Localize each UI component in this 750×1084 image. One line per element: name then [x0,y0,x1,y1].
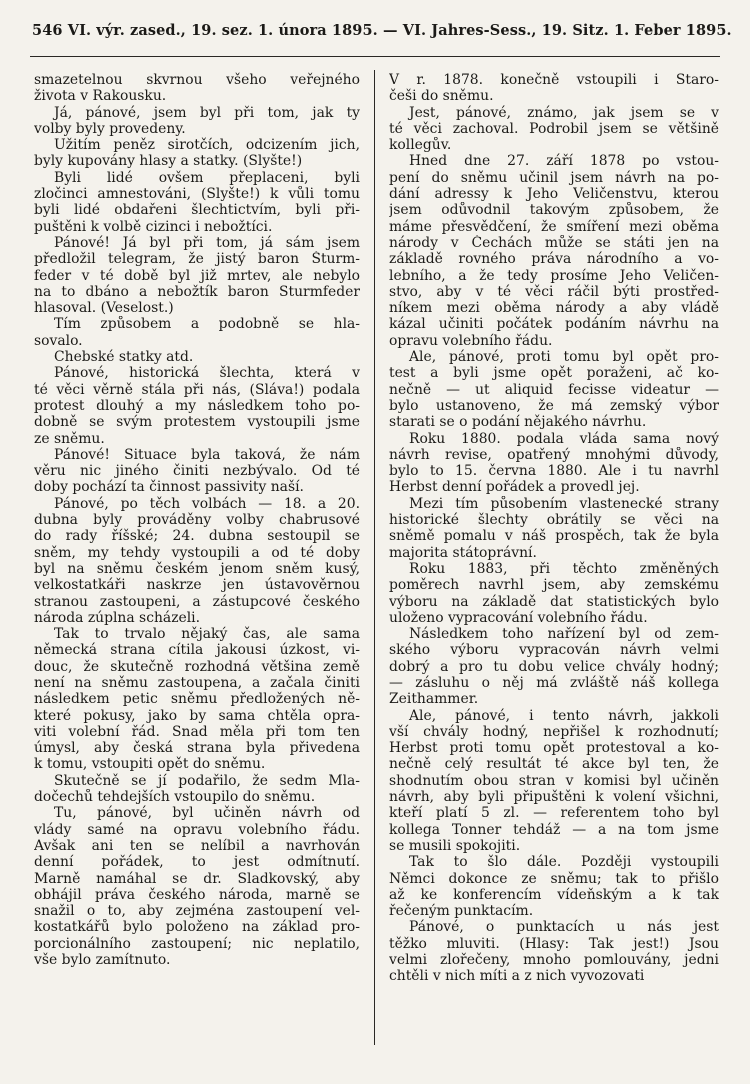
text-line: návrh revise, opatřený mnohými důvody, [389,446,719,463]
text-line: vlády samé na opravu volebního řádu. [34,821,360,838]
text-line: Pánové, historická šlechta, která v [54,365,360,382]
running-head: 546 VI. výr. zased., 19. sez. 1. února 1895. — VI. Jahres-Sess., 19. Sitz. 1. Feber 1895. [32,22,732,39]
text-line: poměrech navrhl jsem, aby zemskému [389,577,719,594]
text-line: kteří platí 5 zl. — referentem toho byl [389,805,719,822]
paragraph [34,365,360,446]
text-line: protest dlouhý a my následkem toho po- [34,397,360,414]
text-line: volby byly provedeny. [34,120,186,137]
text-line: Užitím peněz sirotčích, odcizením jich, [54,137,360,154]
text-line: řečeným punktacím. [389,903,534,920]
text-line: stvo, aby v té věci ráčil býti prostřed- [389,283,719,300]
text-line: Mezi tím působením vlastenecké strany [409,495,719,512]
paragraph [389,105,719,154]
text-line: kostatkářů bylo položeno na základ pro- [34,919,360,936]
left-column [34,72,360,968]
text-line: té věci zachoval. Podrobil jsem se většině [389,120,719,137]
text-line: Herbst denní pořádek a provedl jej. [389,479,640,496]
paragraph [389,349,719,430]
text-line: Ale, pánové, proti tomu byl opět pro- [409,349,719,366]
text-line: Byli lidé ovšem přeplaceni, byli [54,169,360,186]
column-divider [374,70,375,1045]
text-line: sovalo. [34,332,83,349]
text-line: předložil telegram, že jistý baron Šturm- [34,251,360,268]
text-line: Tak to šlo dále. Později vystoupili [409,854,719,871]
text-line: ze sněmu. [34,430,105,447]
paragraph [34,773,360,806]
text-line: které pokusy, jako by sama chtěla opra- [34,707,360,724]
text-line: ského výboru vypracován návrh velmi [389,642,719,659]
text-line: porcionálního zastoupení; nic neplatilo, [34,935,360,952]
text-line: starati se o podání nějakého návrhu. [389,414,647,431]
paragraph [34,349,360,365]
text-line: do rady říšské; 24. dubna sestoupil se [34,528,360,545]
paragraph [34,170,360,235]
paragraph [389,72,719,105]
text-line: kollega Tonner tehdáž — a na tom jsme [389,821,719,838]
text-line: Němci dokonce ze sněmu; tak to přišlo [389,870,719,887]
paragraph [34,496,360,626]
text-line: V r. 1878. konečně vstoupili i Staro- [389,72,719,88]
text-line: máme přesvědčení, že smíření mezi oběma [389,218,719,235]
text-line: obhájil práva českého národa, marně se [34,886,360,903]
text-line: velmi zlořečeny, mnoho pomlouvány, jedni [389,952,719,969]
paragraph [34,626,360,773]
paragraph [34,447,360,496]
text-line: Chebské statky atd. [54,349,194,366]
text-line: Tak to trvalo nějaký čas, ale sama [54,626,360,643]
text-line: na to dbáno a nebožtík baron Sturmfeder [34,283,360,300]
text-line: se musili spokojiti. [389,837,521,854]
text-line: základě rovného práva národního a vo- [389,251,719,268]
paragraph [389,431,719,496]
paragraph [34,805,360,968]
text-line: pení do sněmu učinil jsem návrh na po- [389,169,719,186]
text-line: dubna byly prováděny volby chabrusové [34,512,360,529]
text-line: není na sněmu zastoupena, a začala činiti [34,674,360,691]
paragraph [389,153,719,349]
text-line: viti volební řád. Snad měla při tom ten [34,723,360,740]
text-line: — zásluhu o něj má zvláště náš kollega [389,674,719,691]
header-rule [30,56,720,57]
text-line: shodnutím obou stran v komisi byl učiněn [389,772,719,789]
text-line: byli lidé obdařeni šlechtictvím, byli při- [34,202,360,219]
text-line: bylo ustanoveno, že má zemský výbor [389,397,719,414]
text-line: života v Rakousku. [34,88,167,105]
paragraph [389,496,719,561]
text-line: nečně celý resultát té akce byl ten, že [389,756,719,773]
text-line: Hned dne 27. září 1878 po vstou- [409,153,719,170]
text-line: hlasoval. (Veselost.) [34,300,174,317]
text-line: doby pochází ta činnost passivity naší. [34,479,304,496]
paragraph [389,626,719,707]
text-line: češi do sněmu. [389,88,494,105]
paragraph [389,561,719,626]
text-line: feder v té době byl již mrtev, ale nebylo [34,267,360,284]
text-line: věru nic jiného činiti nezbývalo. Od té [34,463,360,480]
text-line: dobrý a pro tu dobu velice chvály hodný; [389,658,719,675]
paragraph [34,137,360,170]
text-line: sněmě pomalu v náš prospěch, tak že byla [389,528,719,545]
text-line: těžko mluviti. (Hlasy: Tak jest!) Jsou [389,935,719,952]
text-line: opravu volebního řádu. [389,332,553,349]
paragraph [34,72,360,105]
text-line: byl na sněmu českém jenom sněm kusý, [34,560,360,577]
text-line: historické šlechty obrátily se věci na [389,512,719,529]
text-line: Pánové, po těch volbách — 18. a 20. [54,495,360,512]
text-line: dočechů tehdejších vstoupilo do sněmu. [34,789,316,806]
paragraph [34,105,360,138]
text-line: Roku 1880. podala vláda sama nový [409,430,719,447]
text-line: Pánové! Situace byla taková, že nám [54,446,360,463]
text-line: kázal učiniti počátek podáním návrhu na [389,316,719,333]
text-line: velkostatkáři naskrze jen ústavověrnou [34,577,360,594]
text-line: Herbst proti tomu opět protestoval a ko- [389,740,719,757]
text-line: dání adressy k Jeho Veličenstvu, kterou [389,186,719,203]
text-line: dobně se svým protestem vystoupili jsme [34,414,360,431]
text-line: národa zúplna scházeli. [34,609,201,626]
paragraph [389,708,719,855]
text-line: Tím způsobem a podobně se hla- [54,316,360,333]
text-line: výboru na základě dat statistických bylo [389,593,719,610]
text-line: smazetelnou skvrnou všeho veřejného [34,72,360,88]
text-line: douc, že skutečně rozhodná většina země [34,658,360,675]
text-line: Tu, pánové, byl učiněn návrh od [54,805,360,822]
text-line: německá strana cítila jakousi úzkost, vi- [34,642,360,659]
text-line: chtěli v nich míti a z nich vyvozovati [389,968,645,985]
paragraph [389,919,719,984]
text-line: stranou zastoupeni, a zástupcové českého [34,593,360,610]
text-line: Ale, pánové, i tento návrh, jakkoli [409,707,719,724]
text-line: uloženo vypracování volebního řádu. [389,609,648,626]
text-line: k tomu, vstoupiti opět do sněmu. [34,756,266,773]
text-line: národy v Čechách může se státi jen na [389,234,719,251]
text-line: Jest, pánové, známo, jak jsem se v [409,104,719,121]
text-line: Já, pánové, jsem byl při tom, jak ty [54,104,360,121]
text-line: nečně — ut aliquid fecisse videatur — [389,381,719,398]
text-line: až ke konferencím vídeňským a k tak [389,886,719,903]
text-line: Marně namáhal se dr. Sladkovský, aby [34,870,360,887]
text-line: kollegův. [389,137,452,154]
paragraph [34,235,360,316]
text-line: test a byli jsme opět poraženi, ač ko- [389,365,719,382]
text-line: zločinci amnestováni, (Slyšte!) k vůli tomu [34,186,360,203]
text-line: té věci věrně stála při nás, (Sláva!) podala [34,381,360,398]
text-line: vší chvály hodný, nepřišel k rozhodnutí; [389,723,719,740]
text-line: Roku 1883, při těchto změněných [409,560,719,577]
text-line: vše bylo zamítnuto. [34,952,171,969]
text-line: snažil o to, aby zejména zastoupení vel- [34,903,360,920]
text-line: lebního, a že tedy prosíme Jeho Veličen- [389,267,719,284]
text-line: bylo to 15. června 1880. Ale i tu navrhl [389,463,719,480]
text-line: návrh, aby byli připuštěni k volení všichni, [389,789,719,806]
right-column [389,72,719,985]
text-line: níkem mezi oběma národy a aby vládě [389,300,719,317]
text-line: Zeithammer. [389,691,479,708]
text-line: sněm, my tehdy vystoupili a od té doby [34,544,360,561]
text-line: Avšak ani ten se nelíbil a navrhován [34,837,360,854]
text-line: jsem odůvodnil takovým způsobem, že [389,202,719,219]
text-line: byly kupovány hlasy a statky. (Slyšte!) [34,153,303,170]
text-line: majorita státoprávní. [389,544,537,561]
text-line: Pánové! Já byl při tom, já sám jsem [54,234,360,251]
text-line: úmysl, aby česká strana byla přivedena [34,740,360,757]
text-line: Skutečně se jí podařilo, že sedm Mla- [54,772,360,789]
paragraph [389,854,719,919]
text-line: denní pořádek, to jest odmítnutí. [34,854,360,871]
text-line: Pánové, o punktacích u nás jest [409,919,719,936]
text-line: Následkem toho nařízení byl od zem- [409,626,719,643]
paragraph [34,316,360,349]
text-line: puštěni k volbě cizinci i nebožtíci. [34,218,273,235]
text-line: následkem petic sněmu předložených ně- [34,691,360,708]
